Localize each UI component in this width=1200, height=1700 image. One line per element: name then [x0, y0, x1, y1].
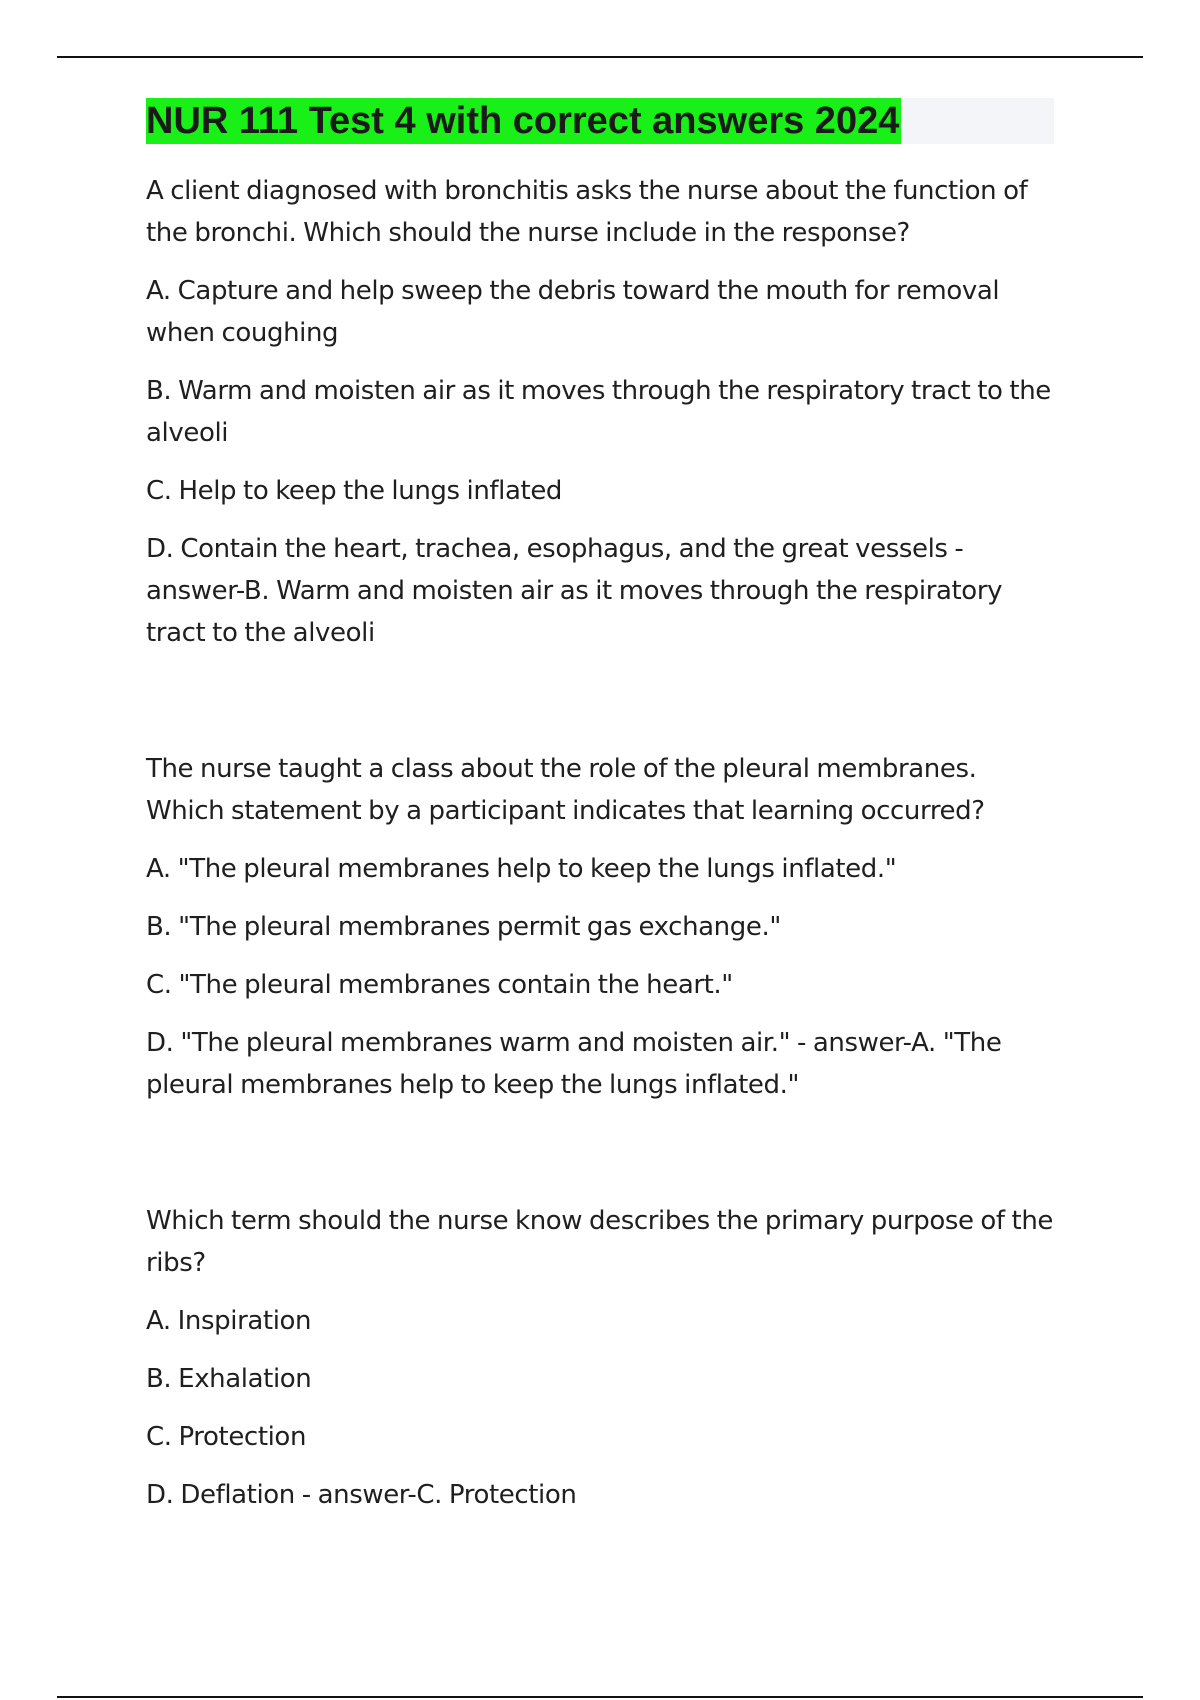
answer-option-d: D. Contain the heart, trachea, esophagus, and the great vessels - answer-B. Warm and moisten air as it moves through the respiratory tract to the alveoli [146, 534, 1003, 648]
answer-option-b: B. Exhalation [146, 1364, 312, 1394]
answer-option-b: B. Warm and moisten air as it moves through the respiratory tract to the alveoli [146, 376, 1051, 448]
answer-option-a: A. Inspiration [146, 1306, 312, 1336]
answer-option-c: C. "The pleural membranes contain the heart." [146, 970, 733, 1000]
answer-option-c: C. Help to keep the lungs inflated [146, 476, 563, 506]
question-block [146, 1200, 1056, 1516]
document-title: NUR 111 Test 4 with correct answers 2024 [146, 100, 900, 142]
bottom-divider [57, 1696, 1143, 1698]
answer-option-a: A. Capture and help sweep the debris toward the mouth for removal when coughing [146, 276, 1000, 348]
document-body [146, 98, 1056, 1516]
answer-option-b: B. "The pleural membranes permit gas exchange." [146, 912, 781, 942]
answer-option-a: A. "The pleural membranes help to keep the lungs inflated." [146, 854, 897, 884]
answer-option-d: D. Deflation - answer-C. Protection [146, 1480, 577, 1510]
question-stem: The nurse taught a class about the role of the pleural membranes. Which statement by a participant indicates that learning occurred? [146, 754, 985, 826]
question-stem: Which term should the nurse know describes the primary purpose of the ribs? [146, 1206, 1054, 1278]
question-block [146, 748, 1056, 1106]
top-divider [57, 56, 1143, 58]
question-block [146, 170, 1056, 654]
answer-option-d: D. "The pleural membranes warm and moisten air." - answer-A. "The pleural membranes help to keep the lungs inflated." [146, 1028, 1002, 1100]
question-stem: A client diagnosed with bronchitis asks the nurse about the function of the bronchi. Which should the nurse include in the response? [146, 176, 1028, 248]
answer-option-c: C. Protection [146, 1422, 307, 1452]
title-band [146, 98, 1054, 144]
